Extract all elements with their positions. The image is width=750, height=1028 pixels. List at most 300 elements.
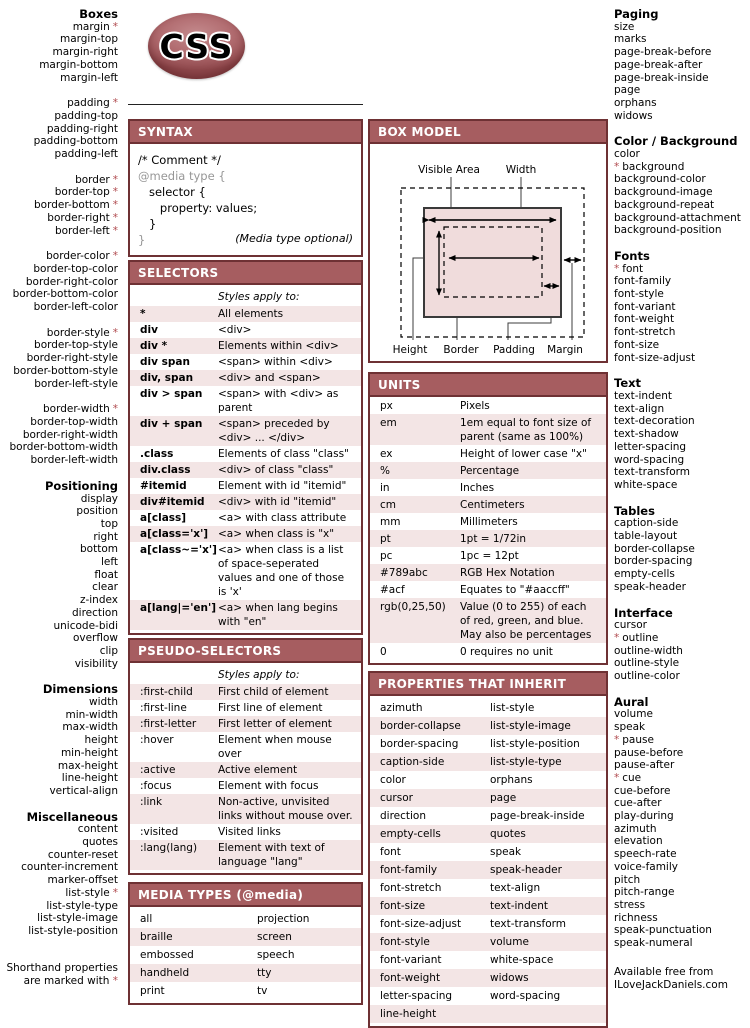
code-line: } bbox=[138, 217, 157, 231]
selector-row bbox=[130, 510, 361, 526]
inherit-property-right: text-transform bbox=[490, 918, 566, 930]
shorthand-star: * bbox=[112, 326, 118, 339]
unit-row bbox=[370, 564, 606, 581]
inherit-property-right: word-spacing bbox=[490, 990, 561, 1002]
property-name: border-right-width bbox=[22, 428, 118, 441]
property-group bbox=[614, 8, 748, 122]
property-group bbox=[0, 8, 118, 84]
property-item bbox=[614, 619, 748, 632]
property-item bbox=[614, 785, 748, 798]
selector-description: <div> of class "class" bbox=[218, 464, 334, 476]
property-item bbox=[0, 276, 118, 289]
unit-symbol: pc bbox=[380, 549, 393, 562]
property-group-items bbox=[0, 174, 118, 238]
property-item bbox=[0, 531, 118, 544]
inherit-row bbox=[370, 933, 606, 951]
inherit-property-left: font-weight bbox=[380, 972, 441, 984]
selector-description: <span> with <div> as parent bbox=[218, 388, 339, 414]
property-name: padding-right bbox=[46, 122, 118, 135]
property-name: background bbox=[622, 160, 685, 173]
property-item bbox=[614, 390, 748, 403]
property-group-heading: Paging bbox=[614, 7, 659, 21]
property-group bbox=[0, 174, 118, 238]
property-group-items bbox=[614, 148, 748, 237]
property-group bbox=[614, 377, 748, 491]
property-item bbox=[614, 912, 748, 925]
property-name: min-height bbox=[60, 746, 118, 759]
code-line: selector { bbox=[138, 185, 206, 199]
selectors-panel bbox=[128, 260, 363, 635]
left-property-index bbox=[0, 8, 118, 951]
units-table bbox=[370, 397, 606, 663]
property-group-heading: Boxes bbox=[79, 7, 118, 21]
pseudo-selector-pattern: :hover bbox=[140, 734, 174, 746]
css-logo bbox=[148, 13, 245, 79]
unit-row bbox=[370, 397, 606, 414]
shorthand-star: * bbox=[112, 20, 118, 33]
property-item bbox=[614, 301, 748, 314]
selector-description: Element with id "itemid" bbox=[218, 480, 347, 492]
media-type-right: speech bbox=[257, 949, 295, 961]
pseudo-selector-description: Visited links bbox=[218, 826, 281, 838]
selector-row bbox=[130, 542, 361, 600]
pseudo-selectors-subheader: Styles apply to: bbox=[218, 669, 300, 681]
property-group-items bbox=[614, 619, 748, 683]
unit-description: RGB Hex Notation bbox=[460, 566, 555, 579]
unit-symbol: in bbox=[380, 481, 390, 494]
property-name: list-style-image bbox=[37, 912, 118, 925]
selector-row bbox=[130, 338, 361, 354]
media-type-row bbox=[130, 928, 361, 946]
property-name: orphans bbox=[614, 96, 657, 109]
property-name: letter-spacing bbox=[614, 440, 687, 453]
property-name: clip bbox=[99, 644, 118, 657]
property-name: padding bbox=[67, 97, 110, 110]
property-item bbox=[0, 123, 118, 136]
inherit-property-left: color bbox=[380, 774, 406, 786]
property-name: cue bbox=[622, 771, 642, 784]
selector-row bbox=[130, 526, 361, 542]
property-name: left bbox=[100, 556, 118, 569]
property-item bbox=[0, 836, 118, 849]
property-name: counter-increment bbox=[21, 861, 118, 874]
property-item bbox=[614, 326, 748, 339]
property-group-items bbox=[0, 327, 118, 391]
property-name: speak-numeral bbox=[614, 937, 693, 950]
property-name: stress bbox=[614, 899, 646, 911]
pseudo-selector-row bbox=[130, 824, 361, 840]
pseudo-selector-pattern: :focus bbox=[140, 780, 172, 792]
property-item bbox=[614, 313, 748, 326]
selector-pattern: * bbox=[140, 308, 146, 320]
property-name: voice-family bbox=[614, 860, 678, 873]
property-group-items bbox=[0, 21, 118, 85]
label-border: Border bbox=[442, 344, 479, 356]
inherit-panel bbox=[368, 671, 608, 1028]
property-group bbox=[614, 505, 748, 594]
selector-row bbox=[130, 322, 361, 338]
property-item bbox=[0, 505, 118, 518]
code-line: property: values; bbox=[138, 201, 258, 215]
label-height: Height bbox=[392, 344, 427, 356]
property-item bbox=[0, 72, 118, 85]
property-name: text-shadow bbox=[614, 428, 679, 441]
property-item bbox=[614, 632, 748, 645]
property-name: size bbox=[614, 20, 635, 33]
syntax-code bbox=[130, 144, 361, 255]
unit-symbol: ex bbox=[380, 447, 393, 460]
property-name: speak-punctuation bbox=[614, 924, 712, 937]
unit-symbol: #acf bbox=[380, 583, 405, 596]
inherit-property-right: widows bbox=[490, 972, 529, 984]
pseudo-selector-description: Element with text of language "lang" bbox=[218, 842, 325, 868]
property-name: z-index bbox=[79, 594, 118, 607]
selector-pattern: div > span bbox=[140, 388, 203, 400]
unit-row bbox=[370, 513, 606, 530]
code-line: /* Comment */ bbox=[138, 153, 221, 167]
media-type-right: tv bbox=[257, 985, 268, 997]
inherit-row bbox=[370, 825, 606, 843]
shorthand-note bbox=[0, 962, 118, 987]
property-item bbox=[614, 670, 748, 683]
property-group bbox=[0, 683, 118, 797]
syntax-panel bbox=[128, 119, 363, 257]
selector-description: <a> when class is "x" bbox=[218, 528, 335, 540]
selector-pattern: a[class~='x'] bbox=[140, 544, 217, 556]
property-name: background-image bbox=[614, 186, 713, 199]
property-item bbox=[0, 747, 118, 760]
property-group bbox=[614, 607, 748, 683]
pseudo-selectors-table bbox=[130, 684, 361, 873]
property-name: marker-offset bbox=[47, 874, 118, 887]
property-group-items bbox=[614, 708, 748, 949]
property-item bbox=[614, 657, 748, 670]
pseudo-selector-row bbox=[130, 794, 361, 824]
property-name: richness bbox=[614, 911, 658, 924]
unit-row bbox=[370, 414, 606, 445]
property-name: border-top-width bbox=[30, 415, 118, 428]
unit-symbol: mm bbox=[380, 515, 401, 528]
property-name: border-left-color bbox=[33, 301, 118, 314]
pseudo-selector-row bbox=[130, 840, 361, 870]
property-group-heading: Positioning bbox=[44, 478, 118, 493]
property-item bbox=[614, 199, 748, 212]
property-group bbox=[614, 135, 748, 237]
inherit-property-right: page bbox=[490, 792, 517, 804]
divider-line bbox=[128, 104, 363, 105]
inherit-row bbox=[370, 753, 606, 771]
property-item bbox=[614, 441, 748, 454]
media-types-panel-title: MEDIA TYPES (@media) bbox=[130, 884, 361, 907]
css-logo-text: CSS bbox=[159, 26, 234, 66]
property-name: overflow bbox=[72, 632, 118, 645]
property-name: speak bbox=[614, 721, 646, 734]
property-item bbox=[614, 581, 748, 594]
property-item bbox=[0, 403, 118, 416]
selector-description: <a> with class attribute bbox=[218, 512, 347, 524]
property-name: text-align bbox=[614, 402, 665, 415]
property-name: pause-after bbox=[614, 759, 675, 772]
selector-description: <a> when lang begins with "en" bbox=[218, 602, 338, 628]
property-group-items bbox=[0, 696, 118, 798]
property-name: border-left-style bbox=[34, 377, 118, 390]
selector-description: All elements bbox=[218, 308, 284, 320]
property-item bbox=[0, 327, 118, 340]
property-name: outline-style bbox=[614, 657, 680, 670]
property-item bbox=[0, 135, 118, 148]
property-item bbox=[0, 543, 118, 556]
property-item bbox=[0, 709, 118, 722]
property-name: content bbox=[77, 823, 118, 836]
property-name: azimuth bbox=[614, 822, 657, 835]
label-padding: Padding bbox=[492, 344, 535, 356]
selector-description: <div> and <span> bbox=[218, 372, 321, 384]
selector-pattern: a[class] bbox=[140, 512, 187, 524]
property-name: list-style bbox=[65, 886, 110, 899]
property-item bbox=[614, 428, 748, 441]
inherit-row bbox=[370, 879, 606, 897]
unit-row bbox=[370, 581, 606, 598]
property-item bbox=[614, 835, 748, 848]
unit-description: Millimeters bbox=[460, 515, 518, 528]
property-item bbox=[0, 645, 118, 658]
inherit-property-left: letter-spacing bbox=[380, 990, 453, 1002]
inherit-property-left: font-family bbox=[380, 864, 438, 876]
inherit-property-left: cursor bbox=[380, 792, 413, 804]
unit-symbol: % bbox=[380, 464, 390, 477]
pseudo-selector-row bbox=[130, 684, 361, 700]
property-name: border-bottom-color bbox=[12, 288, 118, 301]
unit-row bbox=[370, 479, 606, 496]
property-name: border-style bbox=[46, 326, 110, 339]
property-name: background-color bbox=[614, 173, 706, 186]
unit-description: Inches bbox=[460, 481, 495, 494]
shorthand-star: * bbox=[112, 250, 118, 263]
property-item bbox=[614, 861, 748, 874]
property-name: background-repeat bbox=[614, 198, 715, 211]
right-property-index bbox=[614, 8, 748, 963]
inherit-property-right: list-style-position bbox=[490, 738, 580, 750]
attribution bbox=[614, 966, 748, 992]
property-name: table-layout bbox=[614, 530, 678, 543]
property-item bbox=[0, 518, 118, 531]
inherit-panel-title: PROPERTIES THAT INHERIT bbox=[370, 673, 606, 696]
property-name: border-spacing bbox=[614, 555, 693, 568]
property-name: font bbox=[622, 262, 644, 275]
property-group bbox=[0, 403, 118, 467]
property-name: margin-top bbox=[59, 33, 118, 46]
selector-pattern: div#itemid bbox=[140, 496, 205, 508]
unit-symbol: cm bbox=[380, 498, 397, 511]
property-item bbox=[0, 441, 118, 454]
pseudo-selector-pattern: :lang(lang) bbox=[140, 842, 198, 854]
property-item bbox=[0, 365, 118, 378]
property-name: page bbox=[614, 84, 641, 97]
unit-description: 1em equal to font size of parent (same as 100%) bbox=[460, 416, 592, 443]
property-name: border-bottom-style bbox=[13, 364, 118, 377]
unit-description: 1pc = 12pt bbox=[460, 549, 519, 562]
property-name: outline-color bbox=[614, 670, 680, 683]
property-item bbox=[0, 46, 118, 59]
box-model-diagram bbox=[373, 146, 604, 360]
property-group-items bbox=[614, 390, 748, 492]
shorthand-note-line1: Shorthand properties bbox=[6, 962, 118, 974]
property-item bbox=[0, 225, 118, 238]
pseudo-selector-row bbox=[130, 700, 361, 716]
property-group bbox=[614, 696, 748, 950]
property-item bbox=[0, 900, 118, 913]
property-name: speech-rate bbox=[614, 848, 677, 861]
property-group bbox=[0, 97, 118, 161]
property-name: float bbox=[94, 568, 118, 581]
property-name: page-break-after bbox=[614, 58, 703, 71]
media-type-row bbox=[130, 982, 361, 1000]
selector-row bbox=[130, 600, 361, 630]
property-name: border-left-width bbox=[30, 454, 118, 467]
pseudo-selector-pattern: :link bbox=[140, 796, 163, 808]
property-name: text-decoration bbox=[614, 415, 695, 428]
selectors-table bbox=[130, 306, 361, 633]
property-name: position bbox=[76, 505, 118, 518]
property-name: border-top-color bbox=[33, 262, 118, 275]
property-item bbox=[0, 186, 118, 199]
media-type-row bbox=[130, 946, 361, 964]
property-name: unicode-bidi bbox=[53, 619, 118, 632]
property-item bbox=[614, 555, 748, 568]
box-model-panel-title: BOX MODEL bbox=[370, 121, 606, 144]
property-item bbox=[614, 886, 748, 899]
unit-description: 0 requires no unit bbox=[460, 645, 553, 658]
property-name: right bbox=[93, 530, 118, 543]
pseudo-selector-row bbox=[130, 762, 361, 778]
property-group bbox=[0, 327, 118, 391]
selector-description: <div> bbox=[218, 324, 252, 336]
inherit-row bbox=[370, 987, 606, 1005]
property-item bbox=[614, 810, 748, 823]
property-name: border-left bbox=[54, 224, 110, 237]
property-item bbox=[0, 849, 118, 862]
property-name: padding-bottom bbox=[33, 135, 118, 148]
property-item bbox=[614, 59, 748, 72]
selector-pattern: div + span bbox=[140, 418, 203, 430]
inherit-property-right: list-style-type bbox=[490, 756, 562, 768]
property-name: speak-header bbox=[614, 580, 686, 593]
inherit-property-left: azimuth bbox=[380, 702, 423, 714]
property-item bbox=[0, 59, 118, 72]
unit-description: Value (0 to 255) of each of red, green, and blue. May also be percentages bbox=[460, 600, 592, 641]
pseudo-selector-pattern: :first-letter bbox=[140, 718, 197, 730]
property-name: border-collapse bbox=[614, 542, 695, 555]
property-item bbox=[614, 466, 748, 479]
inherit-property-left: font-style bbox=[380, 936, 430, 948]
selector-description: <span> preceded by <div> ... </div> bbox=[218, 418, 330, 444]
property-group-items bbox=[614, 517, 748, 593]
unit-row bbox=[370, 530, 606, 547]
property-name: pause bbox=[622, 733, 654, 746]
inherit-property-left: direction bbox=[380, 810, 427, 822]
media-type-row bbox=[130, 910, 361, 928]
inherit-property-left: font-size bbox=[380, 900, 426, 912]
property-item bbox=[614, 339, 748, 352]
pseudo-selector-row bbox=[130, 716, 361, 732]
inherit-property-right: white-space bbox=[490, 954, 554, 966]
property-name: play-during bbox=[614, 810, 674, 823]
pseudo-selector-pattern: :active bbox=[140, 764, 176, 776]
selector-pattern: .class bbox=[140, 448, 174, 460]
property-item bbox=[0, 21, 118, 34]
property-name: border-color bbox=[46, 250, 110, 263]
pseudo-selectors-panel-title: PSEUDO-SELECTORS bbox=[130, 640, 361, 663]
shorthand-star: * bbox=[112, 224, 118, 237]
inherit-row bbox=[370, 807, 606, 825]
label-margin: Margin bbox=[546, 344, 583, 356]
shorthand-star: * bbox=[112, 974, 118, 987]
inherit-property-right: speak-header bbox=[490, 864, 562, 876]
property-item bbox=[0, 760, 118, 773]
property-item bbox=[0, 874, 118, 887]
property-item bbox=[0, 658, 118, 671]
inherit-row bbox=[370, 861, 606, 879]
property-item bbox=[0, 250, 118, 263]
unit-symbol: pt bbox=[380, 532, 391, 545]
property-item bbox=[614, 759, 748, 772]
selector-pattern: div.class bbox=[140, 464, 191, 476]
inherit-property-right: speak bbox=[490, 846, 522, 858]
selector-row bbox=[130, 416, 361, 446]
property-name: elevation bbox=[614, 835, 663, 848]
selector-pattern: #itemid bbox=[140, 480, 187, 492]
property-name: volume bbox=[614, 708, 653, 721]
property-item bbox=[0, 199, 118, 212]
property-name: font-style bbox=[614, 288, 664, 301]
property-group-items bbox=[614, 263, 748, 365]
media-type-left: all bbox=[140, 913, 153, 925]
property-item bbox=[614, 848, 748, 861]
unit-symbol: 0 bbox=[380, 645, 387, 658]
inherit-row bbox=[370, 699, 606, 717]
property-item bbox=[614, 161, 748, 174]
property-name: border-right bbox=[47, 211, 110, 224]
property-name: margin-left bbox=[60, 71, 118, 84]
code-line: } bbox=[138, 233, 146, 247]
unit-description: Equates to "#aaccff" bbox=[460, 583, 570, 596]
property-item bbox=[614, 734, 748, 747]
property-name: marks bbox=[614, 33, 647, 46]
inherit-row bbox=[370, 897, 606, 915]
property-item bbox=[614, 823, 748, 836]
property-item bbox=[614, 72, 748, 85]
property-item bbox=[614, 84, 748, 97]
inherit-property-right: list-style bbox=[490, 702, 535, 714]
property-item bbox=[614, 517, 748, 530]
property-name: counter-reset bbox=[47, 848, 118, 861]
pseudo-selector-pattern: :first-child bbox=[140, 686, 193, 698]
property-item bbox=[0, 620, 118, 633]
selector-description: <div> with id "itemid" bbox=[218, 496, 337, 508]
property-name: list-style-type bbox=[46, 899, 118, 912]
inherit-property-right: text-indent bbox=[490, 900, 548, 912]
inherit-property-right: quotes bbox=[490, 828, 526, 840]
property-name: line-height bbox=[61, 772, 118, 785]
inherit-property-left: border-spacing bbox=[380, 738, 459, 750]
property-item bbox=[0, 174, 118, 187]
property-name: visibility bbox=[74, 657, 118, 670]
shorthand-star: * bbox=[112, 211, 118, 224]
property-name: empty-cells bbox=[614, 568, 675, 581]
property-item bbox=[614, 721, 748, 734]
property-item bbox=[614, 797, 748, 810]
property-item bbox=[614, 747, 748, 760]
